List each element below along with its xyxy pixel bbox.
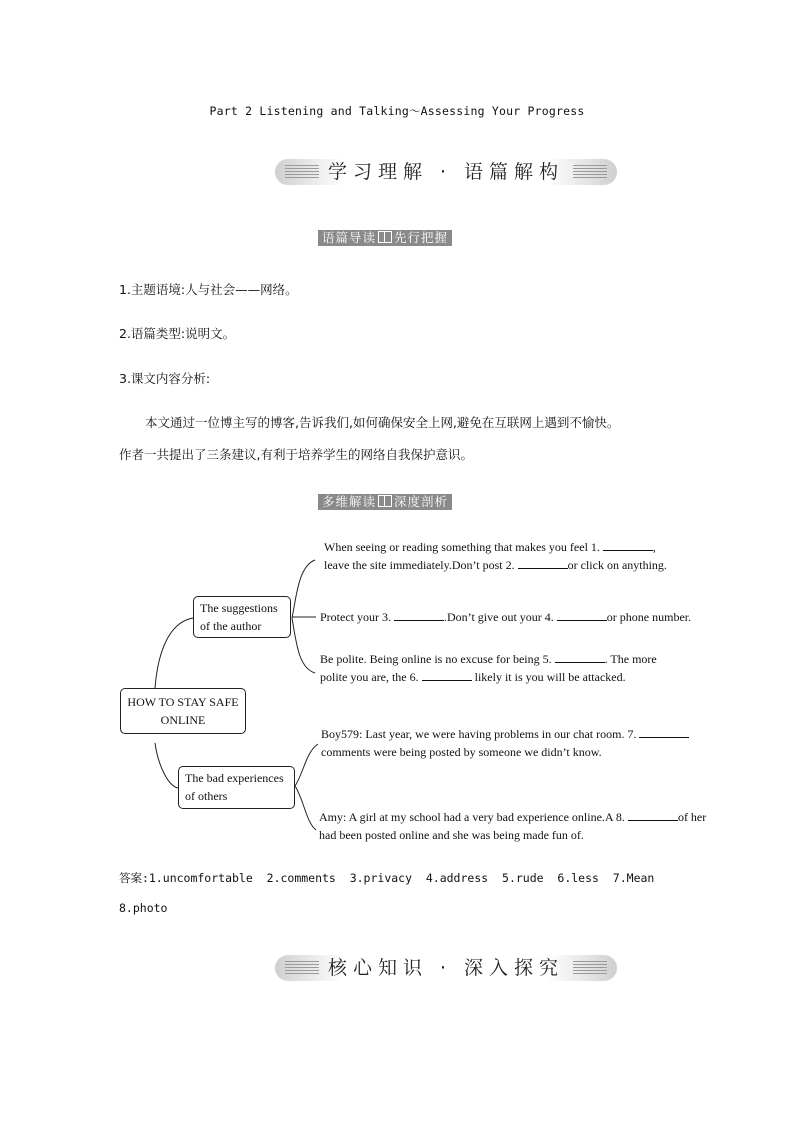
- item-genre: 2.语篇类型:说明文。: [119, 326, 236, 341]
- answers-line-1: 答案:1.uncomfortable 2.comments 3.privacy 4.address 5.rude 6.less 7.Mean: [119, 871, 655, 885]
- suggestion-1-text: or click on anything.: [567, 558, 667, 572]
- experience-2-line-1: [319, 808, 706, 826]
- connector-root-branch1: [155, 618, 193, 688]
- experience-2-text: Amy: A girl at my school had a very bad experience online.A 8.: [319, 810, 625, 824]
- suggestion-2-text: Protect your 3.: [320, 610, 391, 624]
- tag-left-label: 语篇导读: [322, 230, 377, 245]
- suggestion-3-text: polite you are, the 6.: [320, 670, 419, 684]
- answers-line-2: 8.photo: [119, 901, 168, 915]
- item-analysis-heading: 3.课文内容分析:: [119, 371, 211, 386]
- tag-right-label: 深度剖析: [394, 494, 449, 509]
- blank-3: [394, 609, 444, 621]
- tag-left-label: 多维解读: [322, 494, 377, 509]
- suggestion-1-line-2: [324, 556, 667, 574]
- blank-5: [555, 651, 605, 663]
- item-theme: 1.主题语境:人与社会——网络。: [119, 282, 298, 297]
- banner-title: 学习理解 · 语篇解构: [327, 161, 565, 183]
- suggestion-3-text: Be polite. Being online is no excuse for being 5.: [320, 652, 552, 666]
- connector-root-branch2: [155, 743, 178, 788]
- experience-2-line-2: had been posted online and she was being made fun of.: [319, 828, 584, 842]
- suggestion-1-line-1: [324, 538, 656, 556]
- mindmap-branch-suggestions: The suggestions of the author: [193, 596, 291, 638]
- experience-2-text: of her: [677, 810, 707, 824]
- suggestion-3-line-2: [320, 668, 626, 686]
- suggestion-1-text: When seeing or reading something that makes you feel 1.: [324, 540, 600, 554]
- experience-1-text: Boy579: Last year, we were having problems in our chat room. 7.: [321, 727, 637, 741]
- section-banner-core-knowledge: [275, 955, 617, 981]
- suggestion-2: [320, 608, 691, 626]
- experience-1-line-2: comments were being posted by someone we didn’t know.: [321, 745, 602, 759]
- suggestion-2-text: or phone number.: [606, 610, 692, 624]
- blank-2: [518, 557, 568, 569]
- mindmap-root: HOW TO STAY SAFE ONLINE: [120, 688, 246, 734]
- part-title: Part 2 Listening and Talking～Assessing Your Progress: [209, 104, 585, 118]
- blank-4: [557, 609, 607, 621]
- analysis-line-2: 作者一共提出了三条建议,有利于培养学生的网络自我保护意识。: [119, 447, 473, 462]
- tag-right-label: 先行把握: [394, 230, 449, 245]
- suggestion-3-text: likely it is you will be attacked.: [474, 670, 626, 684]
- blank-1: [603, 539, 653, 551]
- blank-6: [422, 669, 472, 681]
- connector-branch2-experiences: [295, 744, 318, 830]
- suggestion-3-text: . The more: [604, 652, 657, 666]
- experience-1-line-1: [321, 725, 689, 743]
- suggestion-1-text: leave the site immediately.Don’t post 2.: [324, 558, 515, 572]
- analysis-line-1: 本文通过一位博主写的博客,告诉我们,如何确保安全上网,避免在互联网上遇到不愉快。: [145, 415, 620, 430]
- suggestion-1-comma: ,: [652, 540, 656, 554]
- blank-7: [639, 726, 689, 738]
- suggestion-3-line-1: [320, 650, 657, 668]
- blank-8: [628, 809, 678, 821]
- suggestion-2-text: .Don’t give out your 4.: [444, 610, 554, 624]
- banner-title: 核心知识 · 深入探究: [327, 957, 565, 979]
- mindmap-branch-experiences: The bad experiences of others: [178, 766, 295, 809]
